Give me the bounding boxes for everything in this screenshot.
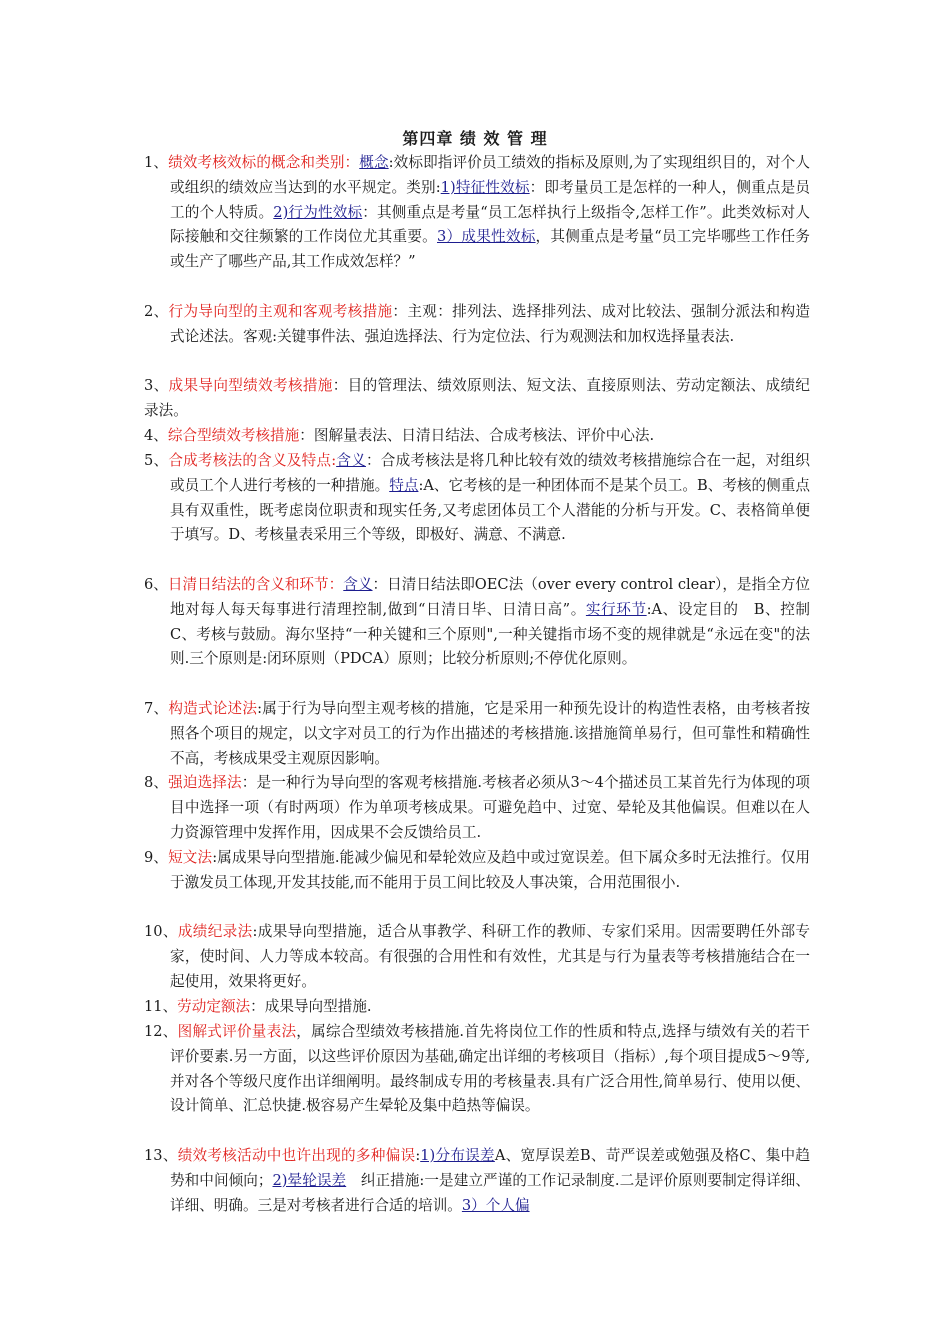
term-link[interactable]: 特点 [389,476,419,494]
item-heading: 绩效考核活动中也许出现的多种偏误 [177,1147,416,1164]
item-number: 6、 [144,576,168,593]
list-item-8 [144,771,810,845]
item-heading: 短文法 [168,849,213,866]
term-link[interactable]: 3）个人偏 [461,1196,530,1214]
list-item-13 [144,1144,810,1218]
list-item-5 [144,449,810,548]
item-text: :属成果导向型措施.能减少偏见和晕轮效应及趋中或过宽误差。但下属众多时无法推行。仅用于激发员工体现,开发其技能,而不能用于员工间比较及人事决策，合用范围很小. [170,849,810,891]
item-number: 12、 [144,1023,178,1040]
item-heading: 成果导向型绩效考核措施 [168,377,333,394]
list-item-4 [144,424,810,449]
term-link[interactable]: 3）成果性效标 [437,228,536,246]
list-item-3 [144,374,810,424]
item-text: ，其侧重点是考量“员工完毕哪些工作任务或生产了哪些产品,其工作成效怎样？” [170,228,810,271]
item-text: ：图解量表法、日清日结法、合成考核法、评价中心法. [299,427,655,444]
item-heading: 成绩纪录法 [177,923,253,940]
list-item-9 [144,846,810,896]
list-item-1 [144,151,810,275]
item-text: ：是一种行为导向型的客观考核措施.考核者必须从3～4个描述员工某首先行为体现的项目中选择一项（有时两项）作为单项考核成果。可避免趋中、过宽、晕轮及其他偏误。但难以在人力资源管理中发挥作用，因成果不会反馈给员工. [170,774,810,841]
item-number: 10、 [144,923,178,940]
item-text: ：主观：排列法、选择排列法、成对比较法、强制分派法和构造式论述法。客观:关键事件法、强迫选择法、行为定位法、行为观测法和加权选择量表法. [170,303,810,345]
item-number: 11、 [144,998,178,1015]
term-link[interactable]: 含义 [343,576,373,593]
item-number: 9、 [144,849,169,866]
item-text: ：即考量员工是怎样的一种人，侧重点是员工的个人特质。 [170,178,810,221]
item-number: 2、 [144,303,169,320]
item-heading: 综合型绩效考核措施 [167,427,300,444]
item-number: 1、 [144,154,169,171]
list-item-6 [144,573,825,672]
list-item-2 [144,300,810,350]
chapter-title: 第四章 绩 效 管 理 [402,129,548,148]
item-number: 4、 [144,427,168,444]
item-text: ：其侧重点是考量“员工怎样执行上级指令,怎样工作”。此类效标对人际接触和交往频繁的工作岗位尤其重要。 [170,203,810,246]
item-text: 纠正措施:一是建立严谨的工作记录制度.二是评价原则要制定得详细、详细、明确。三是对考核者进行合适的培训。 [170,1171,810,1214]
item-heading: 强迫选择法 [168,774,242,791]
item-text: ：合成考核法是将几种比较有效的绩效考核措施综合在一起，对组织或员工个人进行考核的一种措施。 [170,452,810,494]
term-link[interactable]: 2)行为性效标 [273,203,363,221]
term-link[interactable]: 概念 [359,154,389,171]
item-text: ，属综合型绩效考核措施.首先将岗位工作的性质和特点,选择与绩效有关的若干评价要素.另一方面，以这些评价原因为基础,确定出详细的考核项目（指标）,每个项目提成5～9等,并对各个等级尺度作出详细阐明。最终制成专用的考核量表.具有广泛合用性,简单易行、使用以便、设计简单、汇总快捷.极容易产生晕轮及集中趋热等偏误。 [170,1023,810,1115]
item-number: 7、 [144,700,169,717]
item-text: :效标即指评价员工绩效的指标及原则,为了实现组织目的，对个人或组织的绩效应当达到的水平规定。类别: [170,154,810,196]
item-heading: 日清日结法的含义和环节： [167,576,344,593]
term-link[interactable]: 实行环节 [585,600,647,618]
item-heading: 劳动定额法 [177,998,251,1015]
term-link[interactable]: 含义 [336,452,366,469]
item-text: ：日清日结法即OEC法（over every control clear），是指全方位地对每人每天每事进行清理控制,做到“日清日毕、日清日高”。 [170,576,810,618]
list-item-11 [144,995,810,1020]
item-text: :成果导向型措施，适合从事教学、科研工作的教师、专家们采用。因需要聘任外部专家，使时间、人力等成本较高。有很强的合用性和有效性，尤其是与行为量表等考核措施结合在一起使用，效果将更好。 [170,923,810,990]
term-link[interactable]: 1)分布误差 [420,1147,495,1164]
item-number: 8、 [144,774,169,791]
item-heading: 图解式评价量表法 [177,1023,297,1040]
term-link[interactable]: 1)特征性效标 [440,178,530,196]
item-text: :属于行为导向型主观考核的措施，它是采用一种预先设计的构造性表格，由考核者按照各个项目的规定，以文字对员工的行为作出描述的考核措施.该措施简单易行，但可靠性和精确性不高，考核成果受主观原因影响。 [170,700,810,767]
item-heading: 行为导向型的主观和客观考核措施 [168,303,393,320]
item-text: :A、设定目的 B、控制 C、考核与鼓励。海尔坚持“一种关键和三个原则",一种关键指市场不变的规律就是“永远在变"的法则.三个原则是:闭环原则（PDCA）原则；比较分析原则;不停优化原则。 [170,600,825,668]
item-number: 3、 [144,377,169,394]
item-number: 13、 [144,1147,178,1164]
item-text: ：成果导向型措施. [250,998,372,1015]
item-heading: 合成考核法的含义及特点: [168,452,337,469]
item-text: : [415,1147,421,1164]
item-number: 5、 [144,452,169,469]
item-text: :A、它考核的是一种团体而不是某个员工。B、考核的侧重点具有双重性，既考虑岗位职责和现实任务,又考虑团体员工个人潜能的分析与开发。C、表格简单便于填写。D、考核量表采用三个等级，即极好、满意、不满意. [170,476,810,544]
item-heading: 构造式论述法 [168,700,258,717]
item-text: ：目的管理法、绩效原则法、短文法、直接原则法、劳动定额法、成绩纪录法。 [144,377,810,419]
item-heading: 绩效考核效标的概念和类别： [168,154,360,171]
list-item-12 [144,1020,810,1119]
list-item-10 [144,920,810,994]
list-item-7 [144,697,810,771]
term-link[interactable]: 2)晕轮误差 [272,1171,347,1189]
item-text: A、宽厚误差B、苛严误差或勉强及格C、集中趋势和中间倾向； [170,1147,810,1189]
